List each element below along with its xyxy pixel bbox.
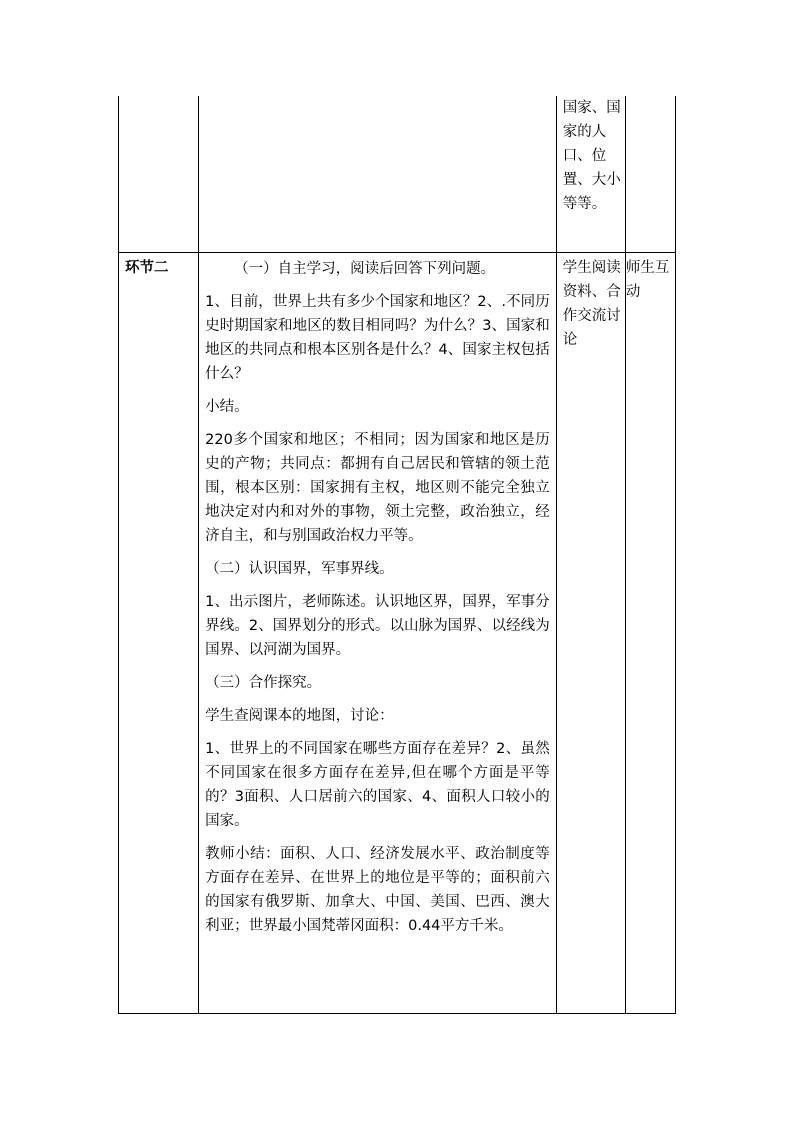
summary-text: 220多个国家和地区；不相同；因为国家和地区是历史的产物；共同点：都拥有自己居民和管辖的领土范围，根本区别：国家拥有主权，地区则不能完全独立地决定对内和对外的事物，领土完整，政治独立，经济自主，和与别国政治权力平等。 (205, 432, 550, 544)
question-list: 1、目前，世界上共有多少个国家和地区？2、.不同历史时期国家和地区的数目相同吗？为什么？3、国家和地区的共同点和根本区别各是什么？4、国家主权包括什么？ (205, 294, 550, 382)
student-activity-cell (556, 96, 625, 253)
teacher-summary: 教师小结：面积、人口、经济发展水平、政治制度等方面存在差异、在世界上的地位是平等的；面积前六的国家有俄罗斯、加拿大、中国、美国、巴西、澳大利亚；世界最小国梵蒂冈面积：0.44平方千米。 (205, 846, 550, 934)
section-text: 1、出示图片，老师陈述。认识地区界，国界，军事分界线。2、国界划分的形式。以山脉为国界、以经线为国界、以河湖为国界。 (205, 594, 550, 658)
table-row (119, 253, 676, 1014)
student-activity-text: 学生阅读资料、合作交流讨论 (562, 260, 621, 348)
lesson-plan-table (118, 96, 676, 1014)
section-intro: 学生查阅课本的地图，讨论： (205, 708, 394, 724)
question-list: 1、世界上的不同国家在哪些方面存在差异？2、虽然不同国家在很多方面存在差异,但在哪个方面是平等的？3面积、人口居前六的国家、4、面积人口较小的国家。 (205, 741, 550, 829)
section-title: （一）自主学习，阅读后回答下列问题。 (234, 261, 496, 277)
stage-label: 环节二 (119, 253, 199, 1014)
table-row (119, 96, 676, 253)
section-title: （三）合作探究。 (205, 675, 322, 691)
teacher-activity-text: 师生互动 (625, 260, 670, 300)
student-activity-cell (556, 253, 625, 1014)
teacher-activity-cell (625, 96, 675, 253)
content-cell (199, 253, 557, 1014)
teacher-activity-cell (625, 253, 675, 1014)
section-title: （二）认识国界，军事界线。 (205, 561, 394, 577)
summary-label: 小结。 (205, 399, 249, 415)
content-cell (199, 96, 557, 253)
student-activity-text: 国家、国家的人口、位置、大小等等。 (562, 100, 621, 212)
stage-cell (119, 96, 199, 253)
